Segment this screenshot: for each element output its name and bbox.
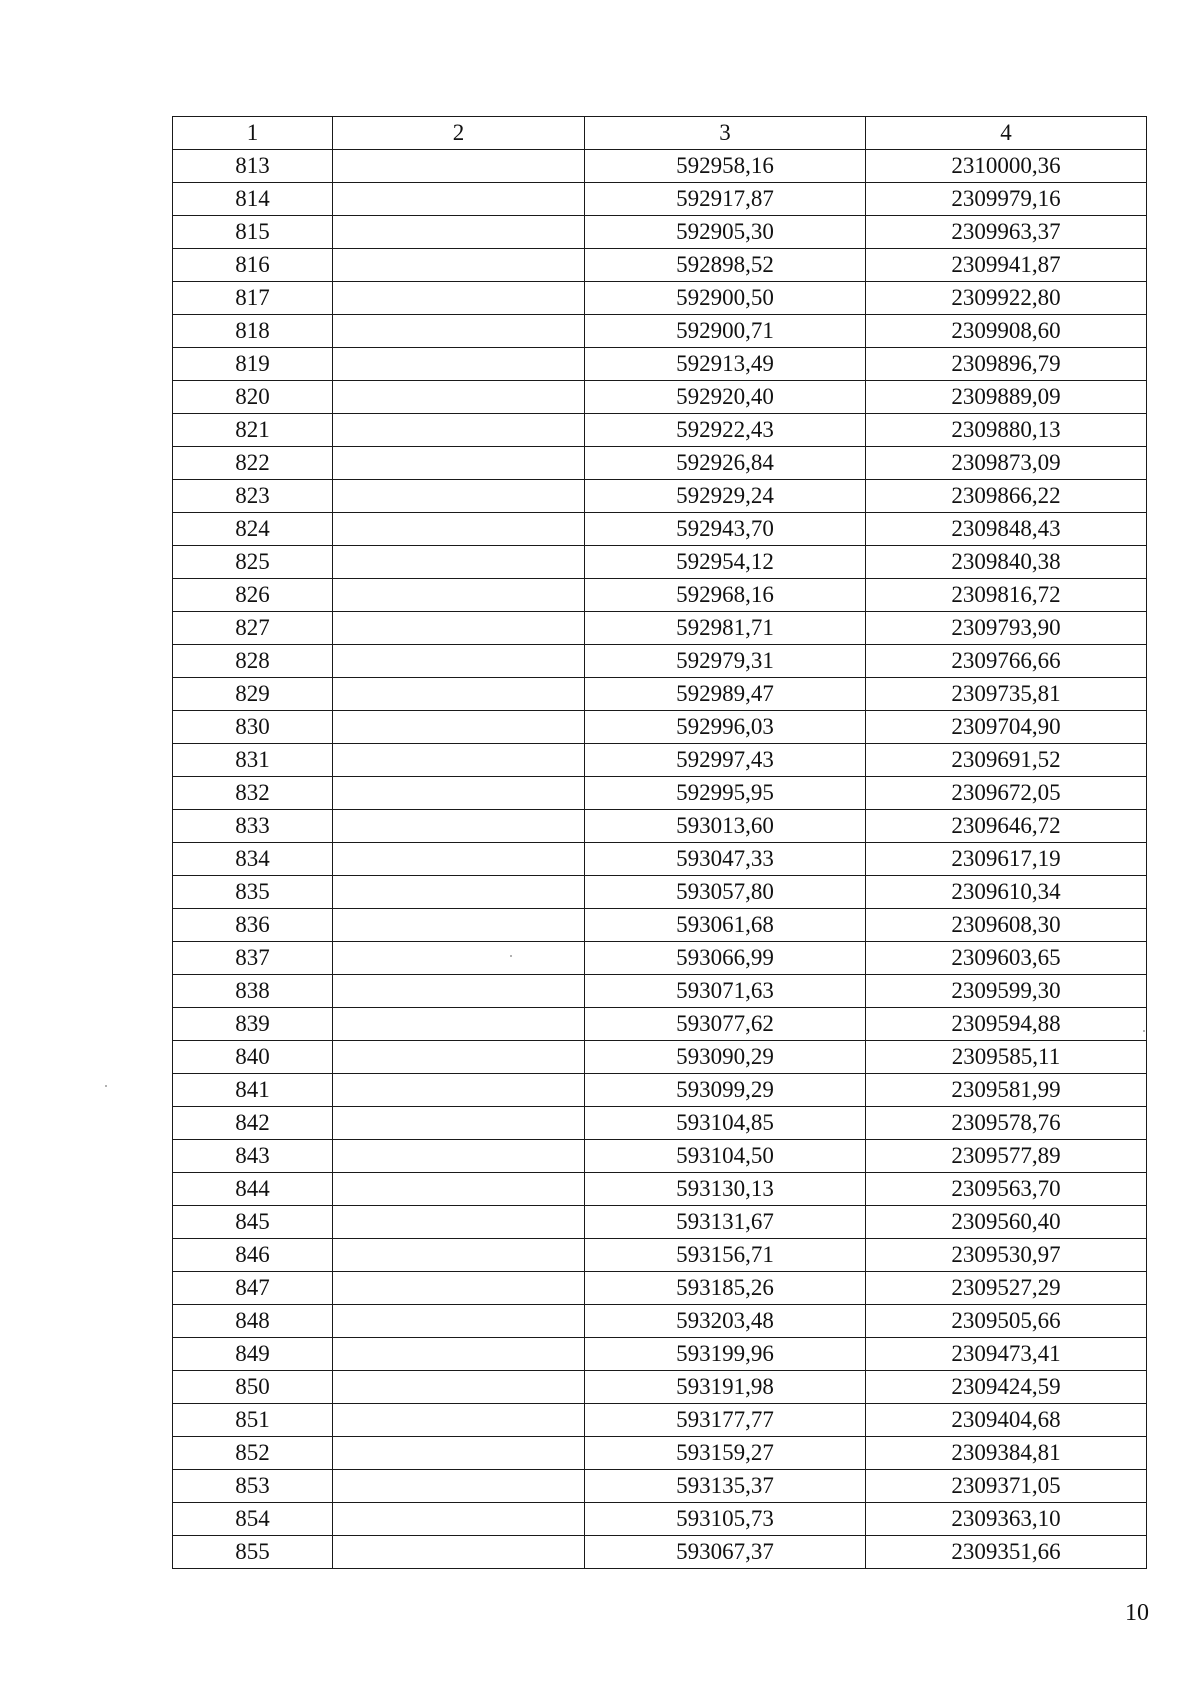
header-col-2: 2 [333,117,585,150]
table-body [173,150,1147,1569]
cell-point-number: 854 [173,1503,333,1536]
table-row [173,249,1147,282]
cell-point-number: 839 [173,1008,333,1041]
cell-coord-y: 2309594,88 [866,1008,1147,1041]
cell-point-number: 826 [173,579,333,612]
coordinates-table [172,116,1147,1569]
cell-point-number: 841 [173,1074,333,1107]
cell-point-number: 855 [173,1536,333,1569]
table-row [173,414,1147,447]
cell-coord-x: 593104,85 [585,1107,866,1140]
table-row [173,183,1147,216]
table-row [173,1536,1147,1569]
cell-coord-y: 2309585,11 [866,1041,1147,1074]
cell-coord-y: 2309351,66 [866,1536,1147,1569]
table-row [173,150,1147,183]
cell-coord-y: 2309505,66 [866,1305,1147,1338]
cell-coord-x: 593130,13 [585,1173,866,1206]
scan-speck [1143,1030,1145,1032]
cell-coord-y: 2309922,80 [866,282,1147,315]
cell-col-2 [333,1074,585,1107]
table-row [173,1503,1147,1536]
cell-point-number: 838 [173,975,333,1008]
table-row [173,909,1147,942]
cell-coord-y: 2309793,90 [866,612,1147,645]
table-row [173,1206,1147,1239]
table-row [173,1305,1147,1338]
table-header [173,117,1147,150]
cell-coord-y: 2309908,60 [866,315,1147,348]
cell-col-2 [333,447,585,480]
cell-coord-x: 592989,47 [585,678,866,711]
table-header-row [173,117,1147,150]
cell-col-2 [333,216,585,249]
cell-point-number: 834 [173,843,333,876]
table-row [173,1239,1147,1272]
cell-point-number: 845 [173,1206,333,1239]
cell-col-2 [333,1338,585,1371]
cell-coord-y: 2309848,43 [866,513,1147,546]
cell-point-number: 851 [173,1404,333,1437]
cell-col-2 [333,1536,585,1569]
cell-coord-x: 593135,37 [585,1470,866,1503]
cell-coord-y: 2309578,76 [866,1107,1147,1140]
cell-coord-x: 593099,29 [585,1074,866,1107]
table-row [173,1173,1147,1206]
cell-coord-x: 593156,71 [585,1239,866,1272]
table-row [173,876,1147,909]
cell-coord-y: 2309363,10 [866,1503,1147,1536]
cell-coord-x: 592996,03 [585,711,866,744]
cell-coord-x: 593077,62 [585,1008,866,1041]
cell-point-number: 825 [173,546,333,579]
cell-point-number: 833 [173,810,333,843]
cell-col-2 [333,1404,585,1437]
cell-coord-x: 592997,43 [585,744,866,777]
table-row [173,1470,1147,1503]
cell-coord-x: 592981,71 [585,612,866,645]
cell-coord-y: 2309384,81 [866,1437,1147,1470]
cell-col-2 [333,909,585,942]
cell-coord-y: 2309766,66 [866,645,1147,678]
cell-col-2 [333,1470,585,1503]
cell-col-2 [333,1107,585,1140]
cell-point-number: 850 [173,1371,333,1404]
cell-coord-y: 2309599,30 [866,975,1147,1008]
table-row [173,1437,1147,1470]
cell-coord-y: 2309691,52 [866,744,1147,777]
cell-coord-x: 592900,50 [585,282,866,315]
cell-coord-y: 2309735,81 [866,678,1147,711]
cell-col-2 [333,1371,585,1404]
cell-col-2 [333,1140,585,1173]
cell-point-number: 840 [173,1041,333,1074]
cell-coord-x: 592917,87 [585,183,866,216]
cell-point-number: 849 [173,1338,333,1371]
cell-coord-y: 2309610,34 [866,876,1147,909]
cell-col-2 [333,645,585,678]
cell-coord-x: 592958,16 [585,150,866,183]
cell-point-number: 816 [173,249,333,282]
cell-point-number: 835 [173,876,333,909]
cell-coord-y: 2309424,59 [866,1371,1147,1404]
table-row [173,381,1147,414]
table-row [173,315,1147,348]
cell-point-number: 828 [173,645,333,678]
table-row [173,777,1147,810]
cell-coord-y: 2310000,36 [866,150,1147,183]
cell-col-2 [333,876,585,909]
cell-col-2 [333,579,585,612]
cell-col-2 [333,1437,585,1470]
cell-coord-y: 2309979,16 [866,183,1147,216]
cell-coord-y: 2309577,89 [866,1140,1147,1173]
cell-col-2 [333,546,585,579]
cell-col-2 [333,777,585,810]
cell-coord-y: 2309816,72 [866,579,1147,612]
cell-coord-y: 2309889,09 [866,381,1147,414]
cell-col-2 [333,282,585,315]
cell-col-2 [333,414,585,447]
cell-point-number: 844 [173,1173,333,1206]
cell-point-number: 843 [173,1140,333,1173]
cell-coord-x: 593191,98 [585,1371,866,1404]
table-row [173,678,1147,711]
cell-coord-y: 2309608,30 [866,909,1147,942]
table-row [173,1107,1147,1140]
cell-point-number: 821 [173,414,333,447]
cell-coord-y: 2309617,19 [866,843,1147,876]
page-number: 10 [1125,1600,1149,1626]
cell-coord-x: 592979,31 [585,645,866,678]
cell-point-number: 818 [173,315,333,348]
cell-coord-x: 593071,63 [585,975,866,1008]
table-row [173,1140,1147,1173]
cell-coord-x: 592900,71 [585,315,866,348]
cell-coord-x: 593159,27 [585,1437,866,1470]
cell-coord-x: 592943,70 [585,513,866,546]
table-row [173,942,1147,975]
table-row [173,843,1147,876]
cell-coord-x: 593203,48 [585,1305,866,1338]
table-row [173,282,1147,315]
cell-coord-y: 2309646,72 [866,810,1147,843]
table-row [173,645,1147,678]
cell-point-number: 837 [173,942,333,975]
cell-coord-x: 593199,96 [585,1338,866,1371]
table-row [173,513,1147,546]
cell-coord-x: 593067,37 [585,1536,866,1569]
cell-col-2 [333,1041,585,1074]
table-row [173,216,1147,249]
cell-point-number: 813 [173,150,333,183]
cell-coord-x: 592898,52 [585,249,866,282]
cell-coord-y: 2309873,09 [866,447,1147,480]
cell-coord-y: 2309866,22 [866,480,1147,513]
cell-coord-x: 592920,40 [585,381,866,414]
cell-point-number: 820 [173,381,333,414]
cell-coord-x: 593105,73 [585,1503,866,1536]
cell-coord-x: 592929,24 [585,480,866,513]
header-col-3: 3 [585,117,866,150]
cell-col-2 [333,1173,585,1206]
cell-col-2 [333,315,585,348]
cell-point-number: 847 [173,1272,333,1305]
header-col-4: 4 [866,117,1147,150]
table-row [173,810,1147,843]
cell-col-2 [333,843,585,876]
cell-col-2 [333,975,585,1008]
cell-col-2 [333,513,585,546]
table-row [173,1404,1147,1437]
cell-col-2 [333,1305,585,1338]
table-row [173,579,1147,612]
cell-coord-x: 593066,99 [585,942,866,975]
cell-point-number: 832 [173,777,333,810]
cell-coord-x: 593104,50 [585,1140,866,1173]
cell-coord-y: 2309840,38 [866,546,1147,579]
cell-col-2 [333,1503,585,1536]
cell-coord-y: 2309603,65 [866,942,1147,975]
cell-col-2 [333,480,585,513]
cell-col-2 [333,249,585,282]
table-row [173,1338,1147,1371]
cell-point-number: 814 [173,183,333,216]
cell-coord-y: 2309672,05 [866,777,1147,810]
cell-coord-y: 2309530,97 [866,1239,1147,1272]
cell-coord-x: 593013,60 [585,810,866,843]
cell-coord-x: 593047,33 [585,843,866,876]
cell-coord-x: 592905,30 [585,216,866,249]
cell-coord-x: 593185,26 [585,1272,866,1305]
table-row [173,546,1147,579]
cell-point-number: 852 [173,1437,333,1470]
cell-coord-x: 593061,68 [585,909,866,942]
scan-speck [510,955,512,957]
cell-col-2 [333,612,585,645]
cell-coord-x: 593131,67 [585,1206,866,1239]
table-row [173,1041,1147,1074]
table-row [173,612,1147,645]
cell-col-2 [333,381,585,414]
cell-coord-y: 2309880,13 [866,414,1147,447]
cell-coord-x: 592926,84 [585,447,866,480]
cell-point-number: 824 [173,513,333,546]
cell-point-number: 823 [173,480,333,513]
cell-coord-y: 2309941,87 [866,249,1147,282]
cell-col-2 [333,678,585,711]
cell-coord-y: 2309560,40 [866,1206,1147,1239]
cell-col-2 [333,348,585,381]
cell-col-2 [333,1272,585,1305]
table-row [173,975,1147,1008]
cell-point-number: 846 [173,1239,333,1272]
cell-coord-y: 2309371,05 [866,1470,1147,1503]
cell-coord-x: 592913,49 [585,348,866,381]
cell-point-number: 815 [173,216,333,249]
cell-coord-x: 592995,95 [585,777,866,810]
table-row [173,1371,1147,1404]
table-row [173,711,1147,744]
cell-col-2 [333,810,585,843]
table-row [173,348,1147,381]
header-col-1: 1 [173,117,333,150]
cell-coord-y: 2309896,79 [866,348,1147,381]
table-row [173,1272,1147,1305]
cell-coord-x: 592922,43 [585,414,866,447]
table-row [173,1008,1147,1041]
scan-speck [105,1085,107,1087]
table-row [173,744,1147,777]
cell-col-2 [333,1206,585,1239]
cell-point-number: 848 [173,1305,333,1338]
cell-coord-y: 2309527,29 [866,1272,1147,1305]
cell-point-number: 831 [173,744,333,777]
cell-col-2 [333,150,585,183]
cell-point-number: 836 [173,909,333,942]
cell-col-2 [333,1239,585,1272]
table-row [173,480,1147,513]
cell-col-2 [333,183,585,216]
cell-coord-y: 2309473,41 [866,1338,1147,1371]
cell-coord-x: 593177,77 [585,1404,866,1437]
cell-col-2 [333,942,585,975]
cell-coord-y: 2309704,90 [866,711,1147,744]
cell-point-number: 829 [173,678,333,711]
cell-point-number: 822 [173,447,333,480]
table-row [173,447,1147,480]
cell-coord-x: 592954,12 [585,546,866,579]
cell-coord-y: 2309404,68 [866,1404,1147,1437]
cell-point-number: 817 [173,282,333,315]
cell-point-number: 830 [173,711,333,744]
cell-point-number: 842 [173,1107,333,1140]
cell-col-2 [333,711,585,744]
cell-coord-x: 593090,29 [585,1041,866,1074]
cell-coord-x: 592968,16 [585,579,866,612]
cell-coord-y: 2309963,37 [866,216,1147,249]
cell-col-2 [333,1008,585,1041]
cell-coord-x: 593057,80 [585,876,866,909]
cell-point-number: 819 [173,348,333,381]
cell-coord-y: 2309563,70 [866,1173,1147,1206]
cell-col-2 [333,744,585,777]
cell-point-number: 853 [173,1470,333,1503]
table-row [173,1074,1147,1107]
cell-point-number: 827 [173,612,333,645]
cell-coord-y: 2309581,99 [866,1074,1147,1107]
